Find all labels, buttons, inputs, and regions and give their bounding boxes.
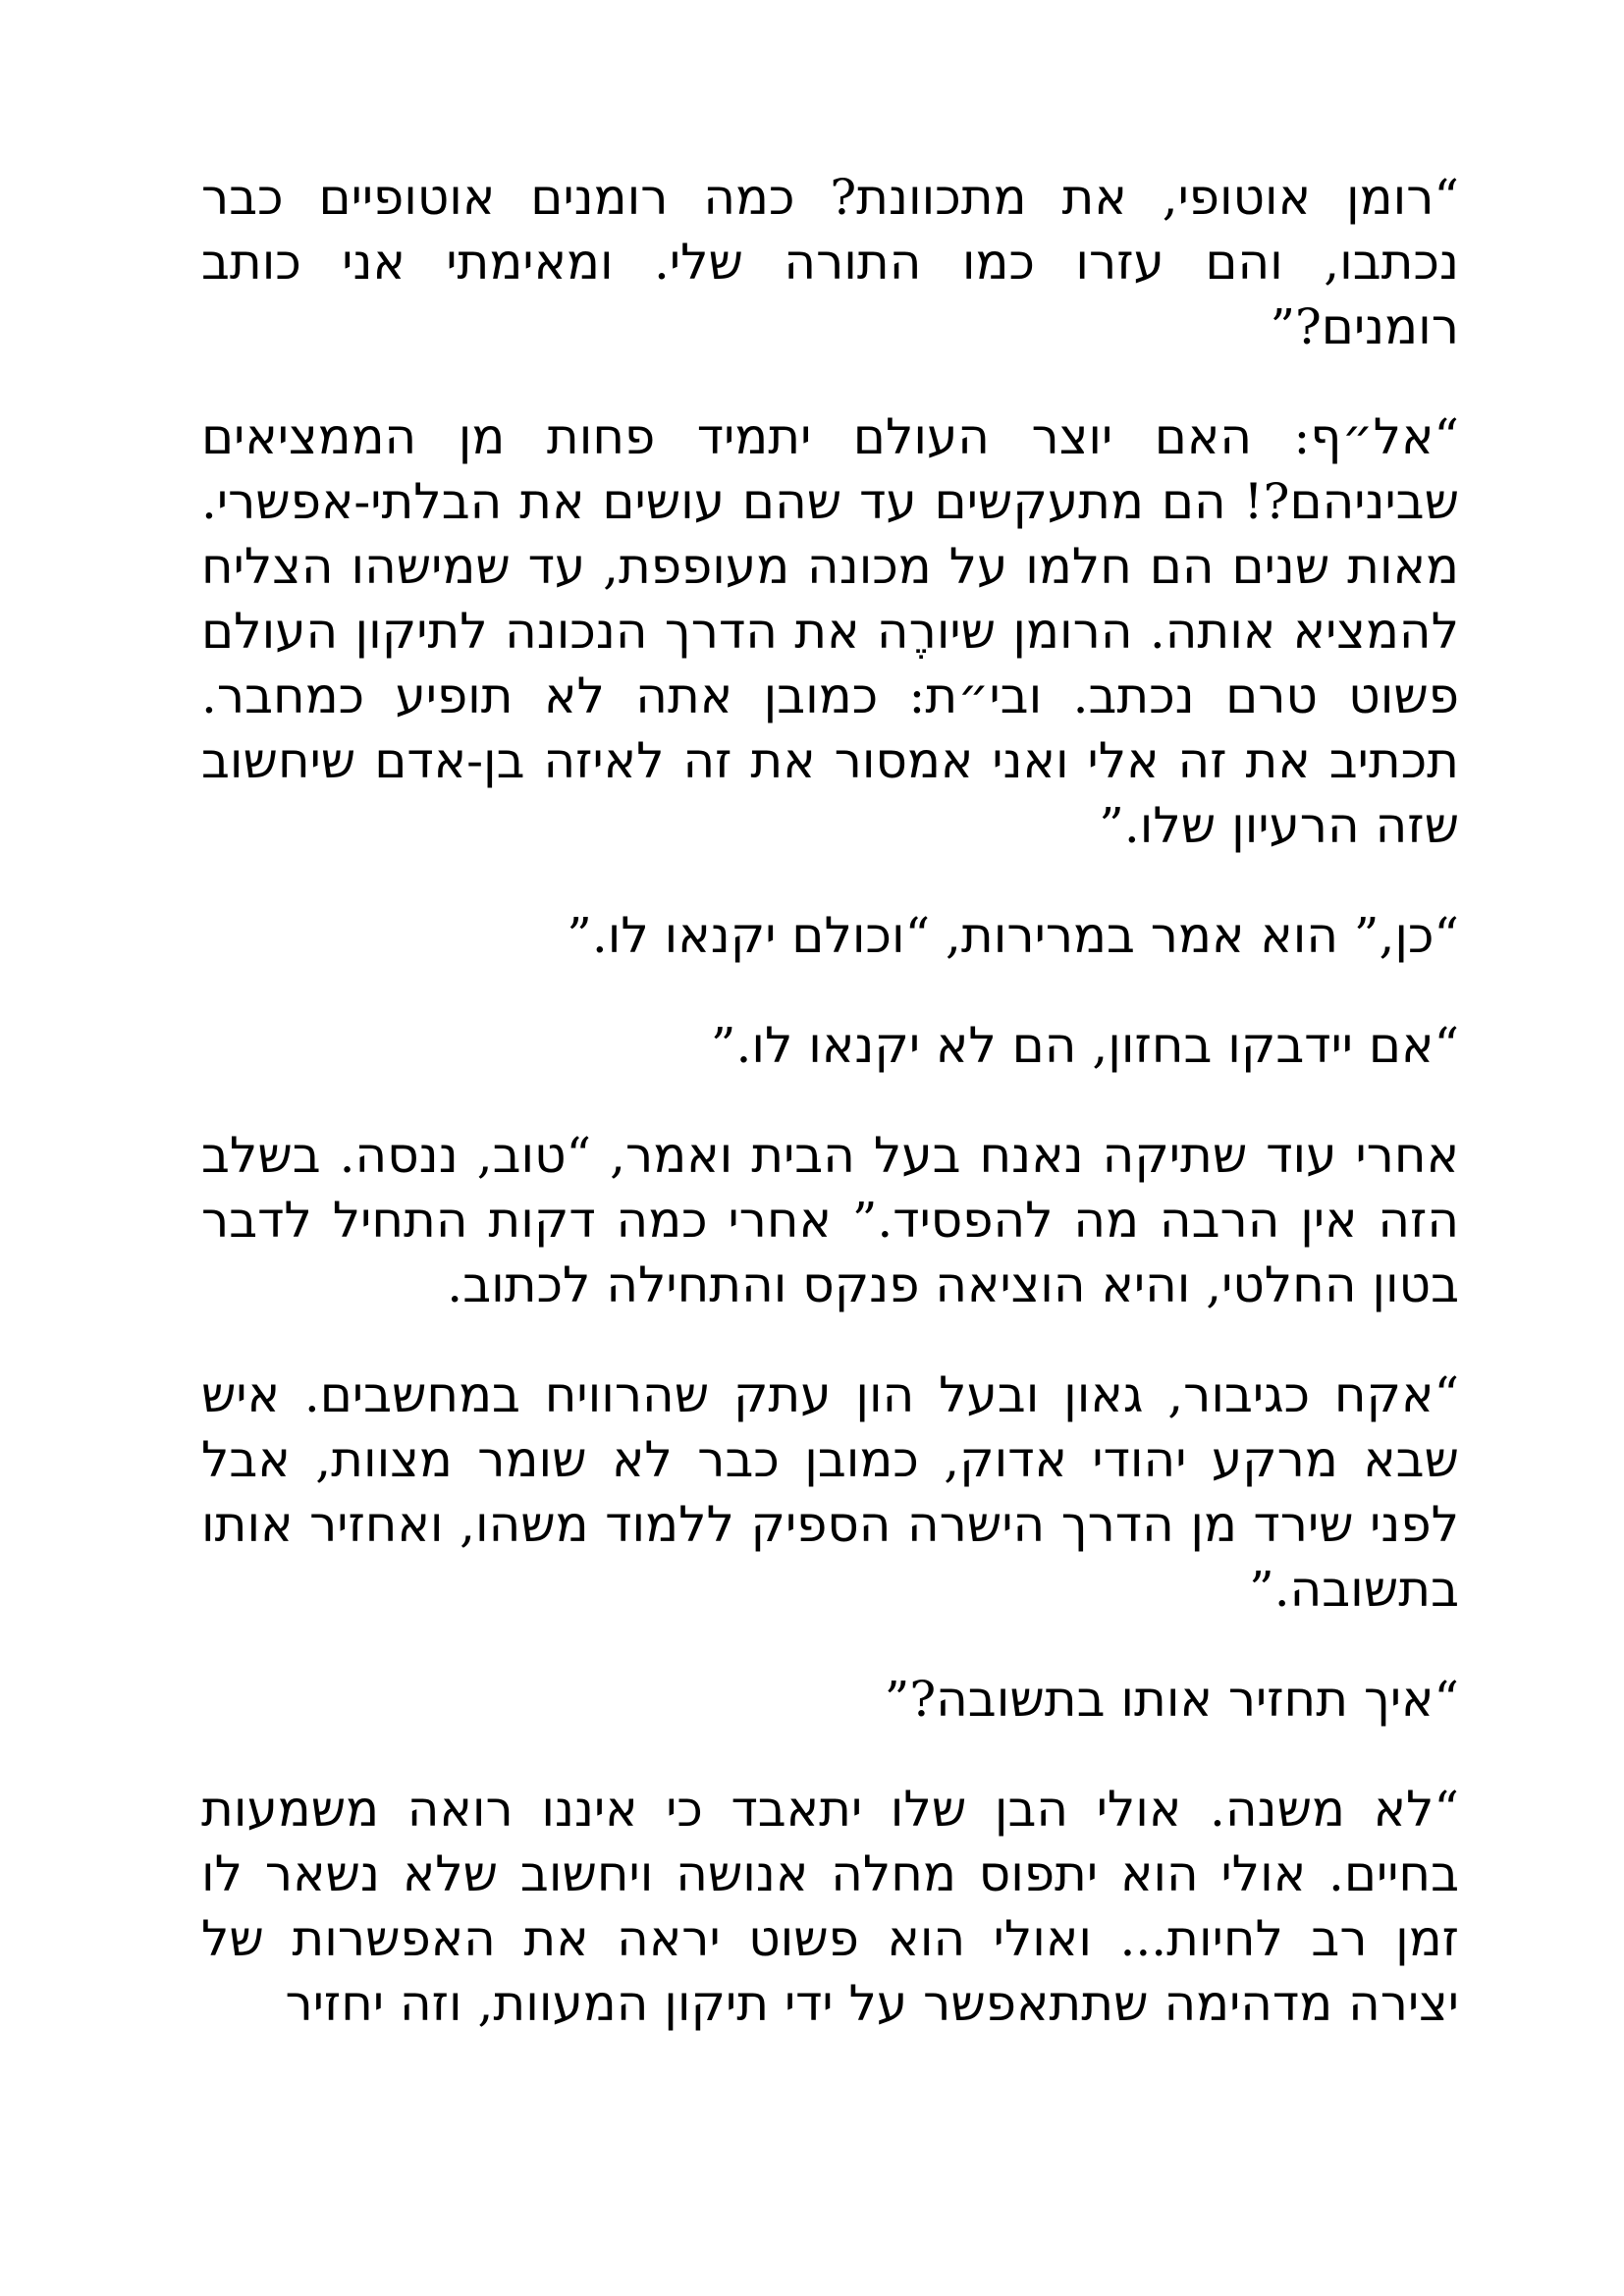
paragraph: “אם יידבקו בחזון, הם לא יקנאו לו.” [710,1017,1459,1074]
paragraph: “רומן אוטופי, את מתכוונת? כמה רומנים אוטופיים כבר נכתבו, והם עזרו כמו התורה שלי. ומאימתי אני כותב רומנים?” [201,169,1459,355]
text-block [201,165,1459,2036]
paragraph: “לא משנה. אולי הבן שלו יתאבד כי איננו רואה משמעות בחיים. אולי הוא יתפוס מחלה אנושה ויחשוב שלא נשאר לו זמן רב לחיות... ואולי הוא פשוט יראה את האפשרות של יצירה מדהימה שתתאפשר על ידי תיקון המעוות, וזה יחזיר [201,1781,1459,2032]
paragraph: “אקח כגיבור, גאון ובעל הון עתק שהרוויח במחשבים. איש שבא מרקע יהודי אדוק, כמובן כבר לא שומר מצוות, אבל לפני שירד מן הדרך הישרה הספיק ללמוד משהו, ואחזיר אותו בתשובה.” [201,1366,1459,1618]
paragraph: “אל״ף: האם יוצר העולם יתמיד פחות מן הממציאים שביניהם?! הם מתעקשים עד שהם עושים את הבלתי-אפשרי. מאות שנים הם חלמו על מכונה מעופפת, עד שמישהו הצליח להמציא אותה. הרומן שיורֶה את הדרך הנכונה לתיקון העולם פשוט טרם נכתב. ובי״ת: כמובן אתה לא תופיע כמחבר. תכתיב את זה אלי ואני אמסור את זה לאיזה בן-אדם שיחשוב שזה הרעיון שלו.” [201,408,1459,854]
paragraph: “איך תחזיר אותו בתשובה?” [884,1671,1459,1728]
paragraph: אחרי עוד שתיקה נאנח בעל הבית ואמר, “טוב, ננסה. בשלב הזה אין הרבה מה להפסיד.” אחרי כמה דקות התחיל לדבר בטון החלטי, והיא הוציאה פנקס והתחילה לכתוב. [201,1127,1459,1313]
paragraph: “כן,” הוא אמר במרירות, “וכולם יקנאו לו.” [567,907,1459,964]
